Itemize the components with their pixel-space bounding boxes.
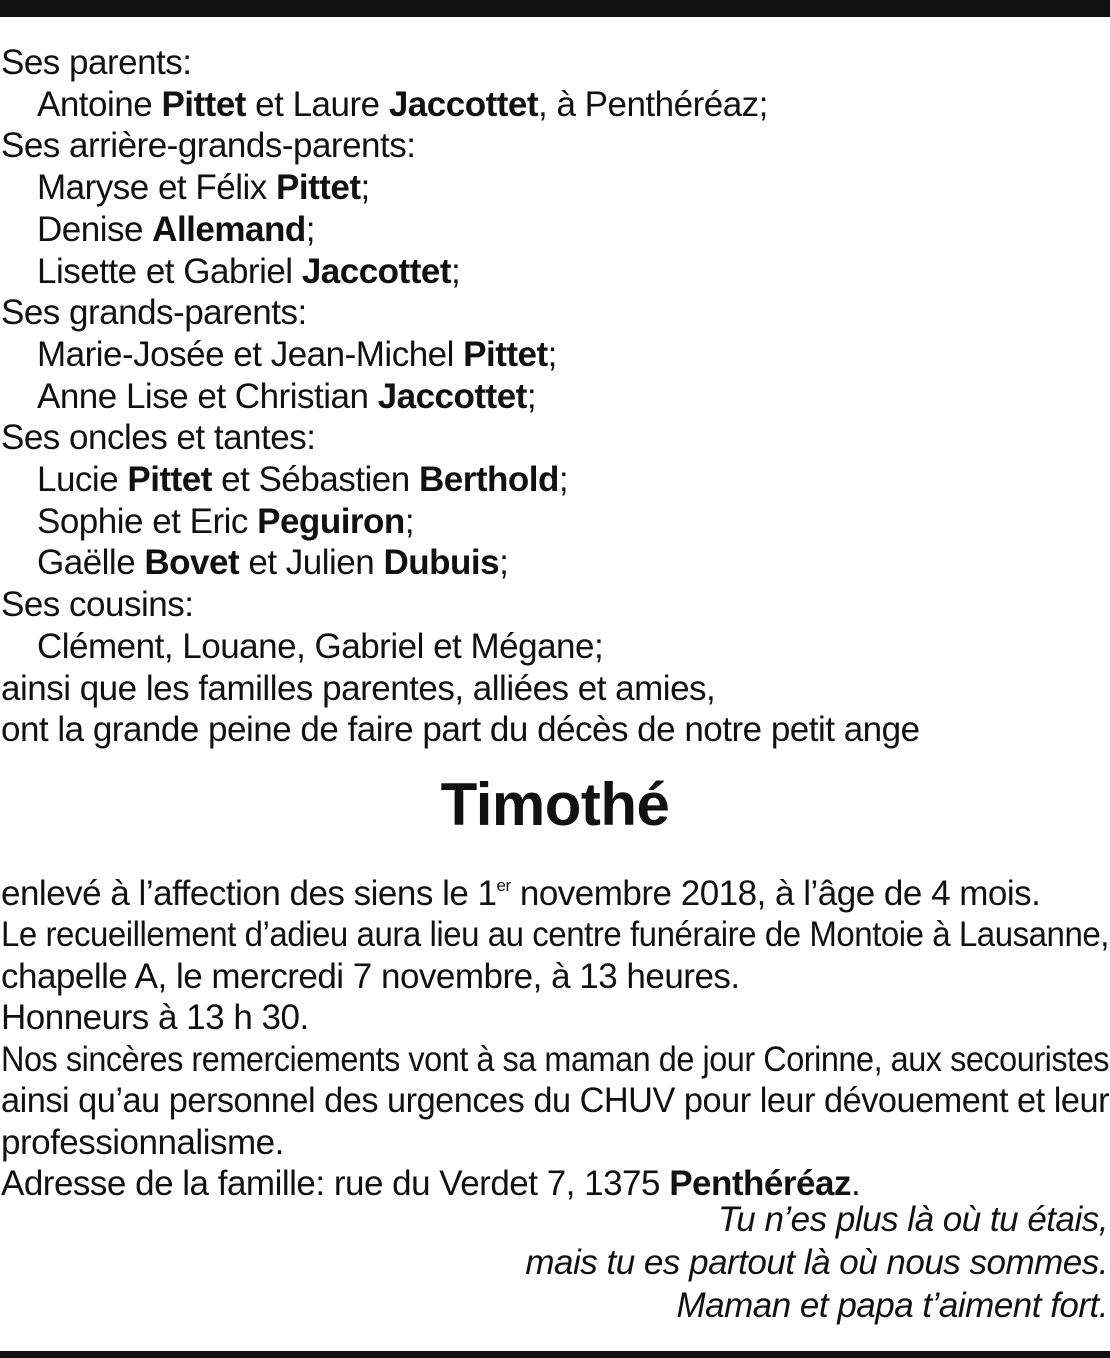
text-run: , à Penthéréaz; — [538, 84, 768, 124]
details-line: professionnalisme. — [1, 1122, 284, 1162]
ordinal-suffix: er — [496, 875, 511, 895]
bottom-rule — [0, 1351, 1110, 1358]
text-run: et Laure — [245, 84, 389, 124]
surname: Peguiron — [257, 501, 405, 541]
surname: Pittet — [127, 460, 212, 500]
quote-line: Maman et papa t’aiment fort. — [676, 1286, 1108, 1325]
address-end: . — [850, 1164, 861, 1204]
text-run: Anne Lise et Christian — [37, 376, 378, 416]
surname: Allemand — [152, 209, 306, 249]
text-run: Lisette et Gabriel — [37, 251, 302, 291]
text-run: ; — [450, 251, 461, 291]
details-line: ainsi qu’au personnel des urgences du CHUV pour leur dévouement et leur — [1, 1081, 1110, 1121]
text-run: Lucie — [37, 460, 128, 500]
text-run: ; — [547, 334, 557, 374]
grandparents-line — [1, 334, 1109, 376]
details-line: chapelle A, le mercredi 7 novembre, à 13 heures. — [1, 956, 740, 996]
surname: Jaccottet — [301, 251, 451, 291]
text-run: Antoine — [37, 84, 162, 124]
text-run: ; — [360, 168, 370, 208]
text-run: ; — [526, 376, 537, 416]
families-line: ainsi que les familles parentes, alliées et amies, — [1, 668, 716, 708]
obituary-text — [1, 42, 1109, 1205]
deceased-name: Timothé — [440, 770, 670, 838]
parents-label: Ses parents: — [1, 43, 192, 82]
text-run: et Sébastien — [211, 460, 419, 500]
cousins-line: Clément, Louane, Gabriel et Mégane; — [37, 626, 604, 666]
surname: Pittet — [161, 84, 246, 124]
text-run: et Julien — [239, 543, 384, 583]
text-run: Sophie et Eric — [37, 501, 258, 541]
surname: Jaccottet — [388, 84, 538, 124]
grandparents-label: Ses grands-parents: — [1, 293, 307, 333]
uncles-aunts-line — [1, 501, 1109, 543]
uncles-aunts-label: Ses oncles et tantes: — [1, 418, 316, 458]
address-text: Adresse de la famille: rue du Verdet 7, 1375 — [1, 1164, 670, 1204]
great-grandparents-label: Ses arrière-grands-parents: — [1, 126, 416, 166]
text-run: Gaëlle — [37, 543, 145, 583]
text-run: Maryse et Félix — [37, 168, 276, 208]
details-line: Nos sincères remerciements vont à sa maman de jour Corinne, aux secouristes — [1, 1039, 1110, 1079]
quote-line: mais tu es partout là où nous sommes. — [525, 1243, 1108, 1282]
details-block — [1, 873, 1109, 1205]
announce-line: ont la grande peine de faire part du décès de notre petit ange — [1, 710, 920, 750]
death-text: enlevé à l’affection des siens le 1 — [1, 873, 497, 913]
surname: Dubuis — [383, 543, 500, 583]
surname: Bovet — [144, 543, 240, 583]
cousins-label: Ses cousins: — [1, 585, 194, 625]
surname: Pittet — [276, 168, 361, 208]
text-run: Denise — [37, 209, 153, 249]
death-text-end: novembre 2018, à l’âge de 4 mois. — [510, 873, 1041, 913]
address-town: Penthéréaz — [669, 1164, 851, 1204]
text-run: ; — [404, 501, 415, 541]
great-grandparents-line — [1, 209, 1109, 251]
great-grandparents-line — [1, 251, 1109, 293]
parents-line — [1, 84, 1109, 126]
death-line — [1, 873, 1109, 915]
surname: Jaccottet — [377, 376, 527, 416]
closing-quote — [525, 1198, 1108, 1327]
grandparents-line — [1, 376, 1109, 418]
top-rule — [0, 0, 1110, 17]
text-run: Marie-Josée et Jean-Michel — [37, 334, 464, 374]
text-run: ; — [499, 543, 509, 583]
uncles-aunts-line — [1, 459, 1109, 501]
quote-line: Tu n’es plus là où tu étais, — [717, 1200, 1108, 1239]
details-line: Honneurs à 13 h 30. — [1, 998, 309, 1038]
text-run: ; — [305, 209, 315, 249]
details-line: Le recueillement d’adieu aura lieu au centre funéraire de Montoie à Lausanne, — [1, 915, 1109, 955]
uncles-aunts-line — [1, 542, 1109, 584]
surname: Berthold — [418, 460, 559, 500]
text-run: ; — [558, 460, 569, 500]
surname: Pittet — [463, 334, 548, 374]
great-grandparents-line — [1, 167, 1109, 209]
